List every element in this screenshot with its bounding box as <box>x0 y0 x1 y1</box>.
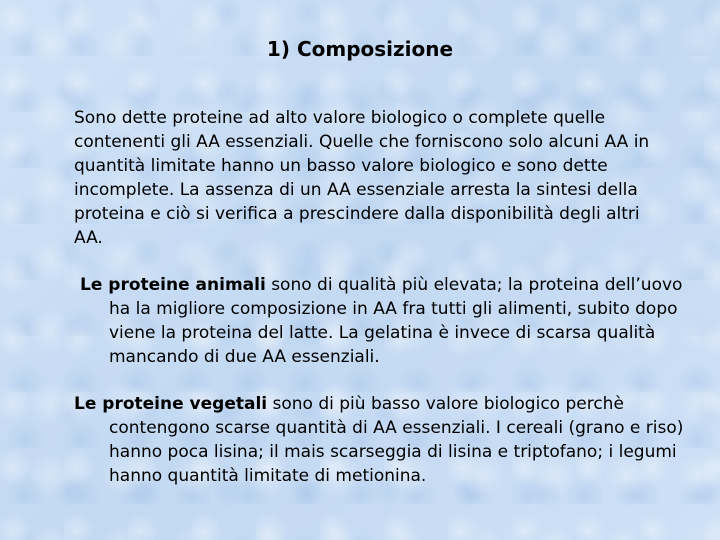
paragraph-vegetable-proteins <box>74 392 699 488</box>
paragraph-intro: Sono dette proteine ad alto valore biologico o complete quelle contenenti gli AA essenziali. Quelle che forniscono solo alcuni AA in quantità limitate hanno un basso valore biologico e sono dette incomplete. La assenza di un AA essenziale arresta la sintesi della proteina e ciò si verifica a prescindere dalla disponibilità degli altri AA. <box>74 108 650 248</box>
animal-proteins-text: sono di qualità più elevata; la proteina dell’uovo ha la migliore composizione in AA fra tutti gli alimenti, subito dopo viene la proteina del latte. La gelatina è invece di scarsa qualità mancando di due AA essenziali. <box>109 275 683 367</box>
vegetable-proteins-heading: Le proteine vegetali <box>74 394 268 414</box>
animal-proteins-heading: Le proteine animali <box>80 275 266 295</box>
vegetable-proteins-text: sono di più basso valore biologico perchè contengono scarse quantità di AA essenziali. I cereali (grano e riso) hanno poca lisina; il mais scarseggia di lisina e triptofano; i legumi hanno quantità limitate di metionina. <box>109 394 684 486</box>
slide-title: 1) Composizione <box>266 37 454 61</box>
paragraph-animal-proteins <box>74 273 699 369</box>
